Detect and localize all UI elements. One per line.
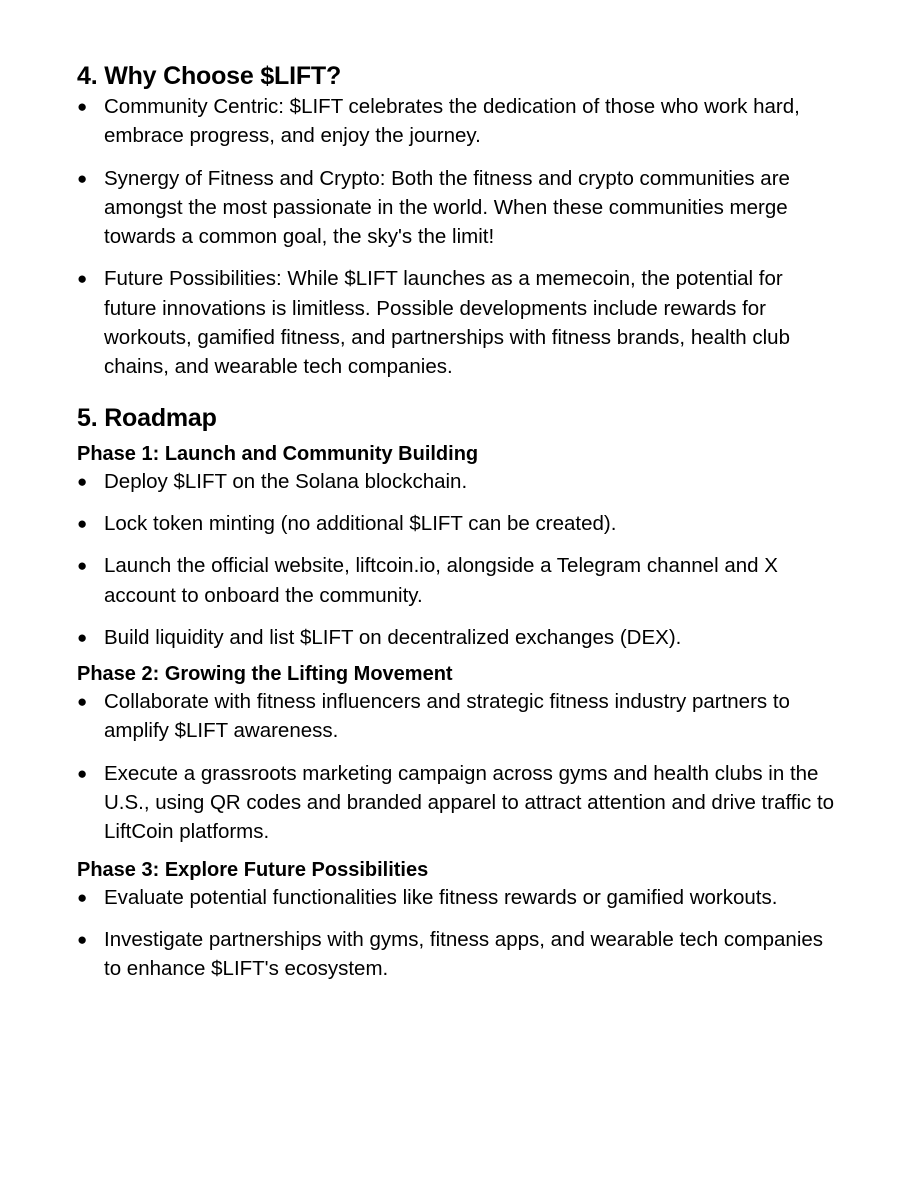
list-item — [77, 883, 837, 912]
document-content — [77, 60, 837, 984]
bullet-icon: ● — [77, 763, 88, 783]
list-item — [77, 623, 837, 652]
bullet-icon: ● — [77, 471, 88, 491]
phase-heading-1: Phase 1: Launch and Community Building — [77, 442, 479, 465]
list-item — [77, 759, 837, 847]
phase-1-list — [77, 467, 837, 652]
section-heading-roadmap: 5. Roadmap — [77, 403, 217, 432]
bullet-icon: ● — [77, 556, 88, 576]
list-item-text: Collaborate with fitness influencers and strategic fitness industry partners to amplify $LIFT awareness. — [104, 690, 790, 743]
list-item — [77, 264, 837, 381]
list-item-text: Community Centric: $LIFT celebrates the dedication of those who work hard, embrace progress, and enjoy the journey. — [104, 95, 800, 148]
bullet-icon: ● — [77, 887, 88, 907]
bullet-icon: ● — [77, 929, 88, 949]
list-item-text: Build liquidity and list $LIFT on decentralized exchanges (DEX). — [104, 625, 682, 649]
list-item-text: Deploy $LIFT on the Solana blockchain. — [104, 469, 468, 493]
list-item — [77, 92, 837, 151]
list-item — [77, 509, 837, 538]
list-item — [77, 925, 837, 984]
list-item — [77, 164, 837, 252]
phase-heading-2: Phase 2: Growing the Lifting Movement — [77, 663, 453, 686]
bullet-icon: ● — [77, 513, 88, 533]
list-item — [77, 551, 837, 610]
bullet-icon: ● — [77, 627, 88, 647]
bullet-icon: ● — [77, 692, 88, 712]
why-choose-list — [77, 92, 837, 382]
bullet-icon: ● — [77, 97, 88, 116]
list-item — [77, 467, 837, 496]
bullet-icon: ● — [77, 269, 88, 289]
list-item-text: Future Possibilities: While $LIFT launches as a memecoin, the potential for future innovations is limitless. Possible developments include rewards for workouts, gamified fitness, and partnerships with fitness brands, health club chains, and wearable tech companies. — [104, 267, 790, 379]
phase-3-list — [77, 883, 837, 984]
phase-heading-3: Phase 3: Explore Future Possibilities — [77, 858, 429, 881]
section-heading-why-choose: 4. Why Choose $LIFT? — [77, 62, 342, 90]
list-item-text: Execute a grassroots marketing campaign across gyms and health clubs in the U.S., using QR codes and branded apparel to attract attention and drive traffic to LiftCoin platforms. — [104, 761, 835, 844]
bullet-icon: ● — [77, 168, 88, 188]
list-item — [77, 687, 837, 746]
list-item-text: Evaluate potential functionalities like fitness rewards or gamified workouts. — [104, 885, 778, 909]
phase-2-list — [77, 687, 837, 846]
list-item-text: Synergy of Fitness and Crypto: Both the fitness and crypto communities are amongst the most passionate in the world. When these communities merge towards a common goal, the sky's the limit! — [104, 166, 790, 249]
list-item-text: Investigate partnerships with gyms, fitness apps, and wearable tech companies to enhance $LIFT's ecosystem. — [104, 927, 824, 981]
list-item-text: Lock token minting (no additional $LIFT can be created). — [104, 511, 617, 535]
list-item-text: Launch the official website, liftcoin.io, alongside a Telegram channel and X account to onboard the community. — [104, 554, 778, 607]
